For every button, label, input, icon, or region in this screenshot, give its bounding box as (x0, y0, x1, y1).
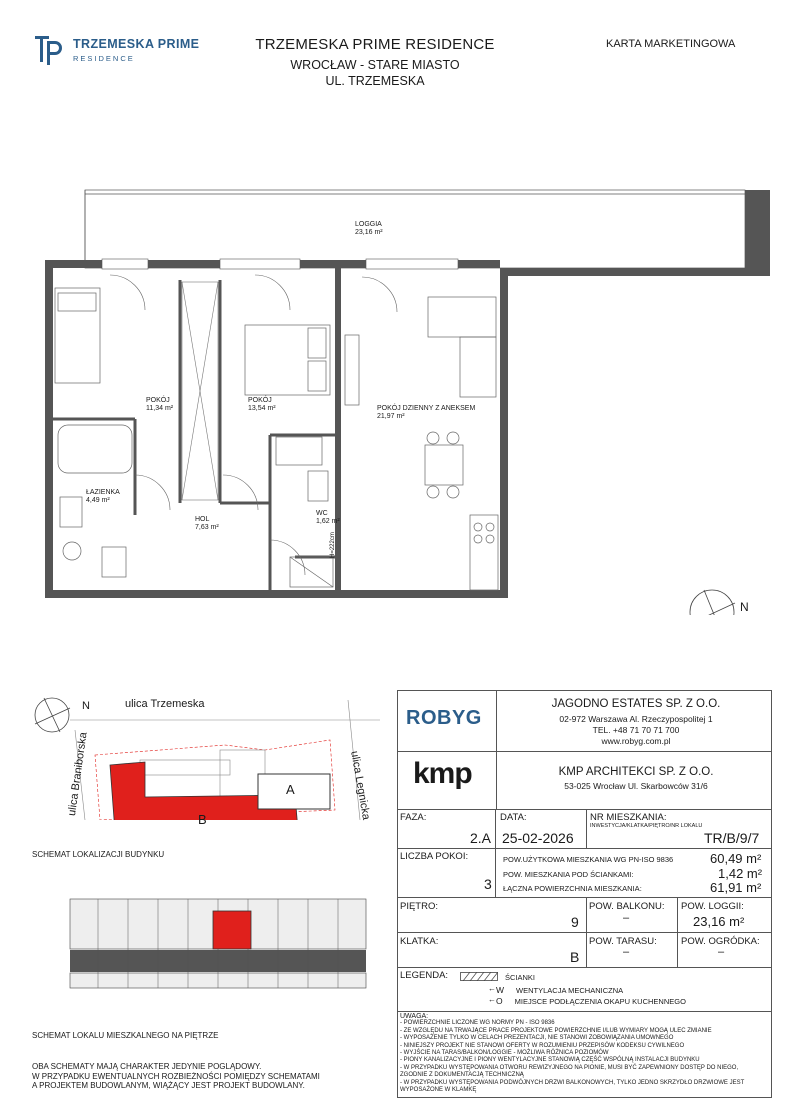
developer-name: JAGODNO ESTATES SP. Z O.O. (551, 698, 721, 710)
legend-w: W WENTYLACJA MECHANICZNA (496, 985, 624, 995)
usable-label: POW.UŻYTKOWA MIESZKANIA WG PN-ISO 9836 (503, 855, 674, 864)
floor-scheme (68, 895, 368, 990)
hatch-icon (460, 972, 498, 981)
street-top: ulica Trzemeska (125, 698, 205, 710)
room2-label: POKÓJ 13,54 m² (248, 397, 276, 412)
loggia-area-value: 23,16 m² (693, 914, 745, 929)
total-label: ŁĄCZNA POWIERZCHNIA MIESZKANIA: (503, 884, 642, 893)
legend-walls: ŚCIANKI (505, 973, 536, 982)
bath-label: ŁAZIENKA 4,49 m² (86, 489, 120, 504)
hall-label: HOL 7,63 m² (195, 516, 219, 531)
building-b-label: B (198, 812, 207, 827)
nr-label: NR MIESZKANIA: (590, 812, 667, 823)
faza-label: FAZA: (400, 812, 427, 823)
trzemeska-logo-icon (33, 33, 67, 67)
stair-label: KLATKA: (400, 936, 439, 947)
nr-value: TR/B/9/7 (704, 830, 760, 846)
street-right: ulica Legnicka (348, 750, 373, 821)
page-subtitle-city: WROCŁAW - STARE MIASTO (290, 58, 460, 72)
street-left: ulica Braniborska (66, 731, 90, 817)
architect-name: KMP ARCHITEKCI SP. Z O.O. (558, 766, 714, 778)
nr-sublabel: INWESTYCJA/KLATKA/PIĘTRO/NR LOKALU (590, 823, 703, 829)
garden-label: POW. OGRÓDKA: (681, 936, 760, 947)
date-value: 25-02-2026 (502, 830, 574, 846)
ventilation-arrow-icon: ← (488, 984, 496, 993)
stair-value: B (570, 949, 580, 965)
bed-room1 (55, 288, 100, 383)
wc-label: WC 1,62 m² (316, 510, 340, 525)
garden-value: – (718, 946, 725, 958)
rooms-label: LICZBA POKOI: (400, 851, 469, 862)
site-north-label: N (82, 700, 90, 712)
floor-caption: SCHEMAT LOKALU MIESZKALNEGO NA PIĘTRZE (32, 1031, 219, 1040)
robyg-logo: ROBYG (406, 707, 482, 729)
legend-o: O MIEJSCE PODŁĄCZENIA OKAPU KUCHENNEGO (496, 996, 686, 1006)
disclaimer: OBA SCHEMATY MAJĄ CHARAKTER JEDYNIE POGLĄDOWY. W PRZYPADKU EWENTUALNYCH ROZBIEŻNOŚCI POMIĘDZY SCHEMATAMI A PROJEKTEM BUDOWLANYM, WIĄŻĄCY JEST PROJEKT BUDOWLANY. (32, 1062, 320, 1090)
hood-arrow-icon: ← (488, 995, 496, 1004)
loggia-area-label: POW. LOGGII: (681, 901, 744, 912)
terrace-value: – (623, 946, 630, 958)
balcony-value: – (623, 912, 630, 924)
floor-label: PIĘTRO: (400, 901, 439, 912)
site-caption: SCHEMAT LOKALIZACJI BUDYNKU (32, 850, 165, 859)
wc-toilet (308, 471, 328, 501)
room1-label: POKÓJ 11,34 m² (146, 397, 174, 412)
height-label: H=222cm (330, 532, 336, 558)
building-a-label: A (286, 782, 295, 797)
site-compass-icon (35, 698, 70, 732)
terrace-label: POW. TARASU: (589, 936, 657, 947)
page-title: TRZEMESKA PRIME RESIDENCE (255, 36, 495, 53)
faza-value: 2.A (470, 830, 492, 846)
brand-subname: RESIDENCE (73, 54, 135, 63)
bathtub (58, 425, 132, 473)
unit-highlight (213, 911, 251, 949)
total-value: 61,91 m² (710, 880, 762, 895)
brand-name: TRZEMESKA PRIME (73, 37, 200, 51)
loggia-label: LOGGIA 23,16 m² (355, 221, 383, 236)
kmp-logo: kmp (413, 757, 472, 790)
bed-room2 (245, 325, 330, 395)
page-subtitle-street: UL. TRZEMESKA (325, 74, 425, 88)
sofa (428, 297, 496, 337)
plan-compass-icon (690, 590, 735, 615)
legend-label: LEGENDA: (400, 970, 449, 981)
rooms-value: 3 (484, 876, 492, 892)
developer-address: 02-972 Warszawa Al. Rzeczypospolitej 1 (559, 714, 713, 724)
usable-value: 60,49 m² (710, 851, 762, 866)
date-label: DATA: (500, 812, 527, 823)
under-label: POW. MIESZKANIA POD ŚCIANKAMI: (503, 870, 634, 879)
architect-address: 53-025 Wrocław Ul. Skarbowców 31/6 (564, 781, 708, 791)
floor-value: 9 (571, 914, 579, 930)
living-label: POKÓJ DZIENNY Z ANEKSEM 21,97 m² (377, 405, 476, 420)
brand-logo (33, 33, 203, 69)
balcony-label: POW. BALKONU: (589, 901, 665, 912)
plan-north-label: N (740, 600, 749, 614)
notes: UWAGA: - POWIERZCHNIE LICZONE WG NORMY PN - ISO 9836 - ZE WZGLĘDU NA TRWAJĄCE PRACE PROJEKTOWE POWIERZCHNIE I/LUB WYMIARY MOGĄ ULEC ZMIANIE - WYPOSAŻENIE TYLKO W CELACH PREZENTACJI, NIE STANOWI ZOBOWIĄZANIA UMOWNEGO - NINIEJSZY PROJEKT NIE STANOWI OFERTY W ROZUMIENIU PRZEPISÓW KODEKSU CYWILNEGO - WYJŚCIE NA TARAS/BALKON/LOGGIE - MOŻLIWA RÓŻNICA POZIOMÓW - PIONY KANALIZACYJNE I PIONY WENTYLACYJNE STANOWIĄ CZĘŚĆ WSPÓLNĄ INSTALACJI BUDYNKU - W PRZYPADKU WYSTĘPOWANIA OTWORU REWIZYJNEGO NA PIONIE, MUSI BYĆ ZAPEWNIONY DOSTĘP DO NIEGO, ZGODNIE Z DOKUMENTACJĄ TECHNICZNĄ - W PRZYPADKU WYSTĘPOWANIA PODWÓJNYCH DRZWI BALKONOWYCH, TYLKO JEDNO SKRZYDŁO DRZWIOWE JEST WYPOSAŻONE W KLAMKĘ (400, 1013, 745, 1094)
developer-web: www.robyg.com.pl (601, 736, 671, 746)
under-value: 1,42 m² (718, 866, 763, 881)
card-type: KARTA MARKETINGOWA (606, 38, 736, 50)
loggia-outline (85, 190, 745, 268)
dining-table (425, 445, 463, 485)
developer-tel: TEL. +48 71 70 71 700 (592, 725, 680, 735)
